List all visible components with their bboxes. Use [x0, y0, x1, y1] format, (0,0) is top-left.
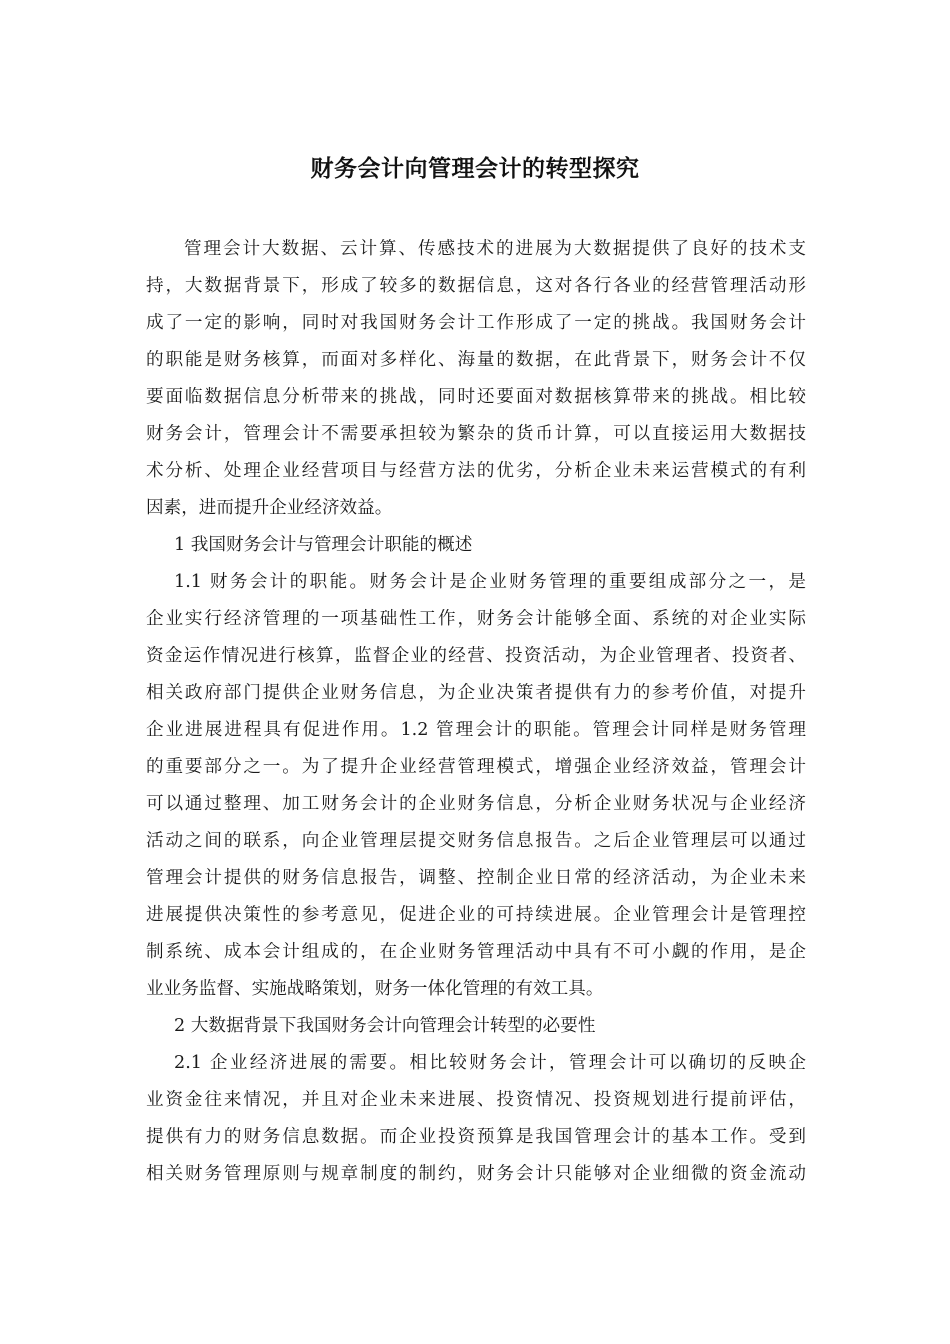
text-line: 业资金往来情况，并且对企业未来进展、投资情况、投资规划进行提前评估， — [146, 1090, 806, 1110]
text-line: 提供有力的财务信息数据。而企业投资预算是我国管理会计的基本工作。受到 — [146, 1127, 806, 1147]
document-title: 财务会计向管理会计的转型探究 — [310, 155, 640, 182]
text-line: 相关政府部门提供企业财务信息，为企业决策者提供有力的参考价值，对提升 — [146, 683, 806, 703]
text-line: 管理会计大数据、云计算、传感技术的进展为大数据提供了良好的技术支 — [184, 239, 806, 259]
text-line: 持，大数据背景下，形成了较多的数据信息，这对各行各业的经营管理活动形 — [146, 276, 806, 296]
text-line: 因素，进而提升企业经济效益。 — [146, 498, 393, 518]
text-line: 进展提供决策性的参考意见，促进企业的可持续进展。企业管理会计是管理控 — [146, 905, 806, 925]
text-line: 制系统、成本会计组成的，在企业财务管理活动中具有不可小觑的作用，是企 — [146, 942, 806, 962]
document-body — [146, 231, 806, 1193]
text-line: 资金运作情况进行核算，监督企业的经营、投资活动，为企业管理者、投资者、 — [146, 646, 806, 666]
text-line: 管理会计提供的财务信息报告，调整、控制企业日常的经济活动，为企业未来 — [146, 868, 806, 888]
text-line: 术分析、处理企业经营项目与经营方法的优劣，分析企业未来运营模式的有利 — [146, 461, 806, 481]
text-line: 要面临数据信息分析带来的挑战，同时还要面对数据核算带来的挑战。相比较 — [146, 387, 806, 407]
text-line: 相关财务管理原则与规章制度的制约，财务会计只能够对企业细微的资金流动 — [146, 1164, 806, 1184]
text-line: 1.1 财务会计的职能。财务会计是企业财务管理的重要组成部分之一，是 — [174, 572, 806, 592]
text-line: 2 大数据背景下我国财务会计向管理会计转型的必要性 — [174, 1016, 596, 1036]
text-line: 企业实行经济管理的一项基础性工作，财务会计能够全面、系统的对企业实际 — [146, 609, 806, 629]
text-line: 财务会计，管理会计不需要承担较为繁杂的货币计算，可以直接运用大数据技 — [146, 424, 806, 444]
text-line: 1 我国财务会计与管理会计职能的概述 — [174, 535, 473, 555]
text-line: 的职能是财务核算，而面对多样化、海量的数据，在此背景下，财务会计不仅 — [146, 350, 806, 370]
text-line: 业业务监督、实施战略策划，财务一体化管理的有效工具。 — [146, 979, 604, 999]
text-line: 的重要部分之一。为了提升企业经营管理模式，增强企业经济效益，管理会计 — [146, 757, 806, 777]
text-line: 2.1 企业经济进展的需要。相比较财务会计，管理会计可以确切的反映企 — [174, 1053, 806, 1073]
text-line: 成了一定的影响，同时对我国财务会计工作形成了一定的挑战。我国财务会计 — [146, 313, 806, 333]
text-line: 企业进展进程具有促进作用。1.2 管理会计的职能。管理会计同样是财务管理 — [146, 720, 806, 740]
text-line: 活动之间的联系，向企业管理层提交财务信息报告。之后企业管理层可以通过 — [146, 831, 806, 851]
text-line: 可以通过整理、加工财务会计的企业财务信息，分析企业财务状况与企业经济 — [146, 794, 806, 814]
